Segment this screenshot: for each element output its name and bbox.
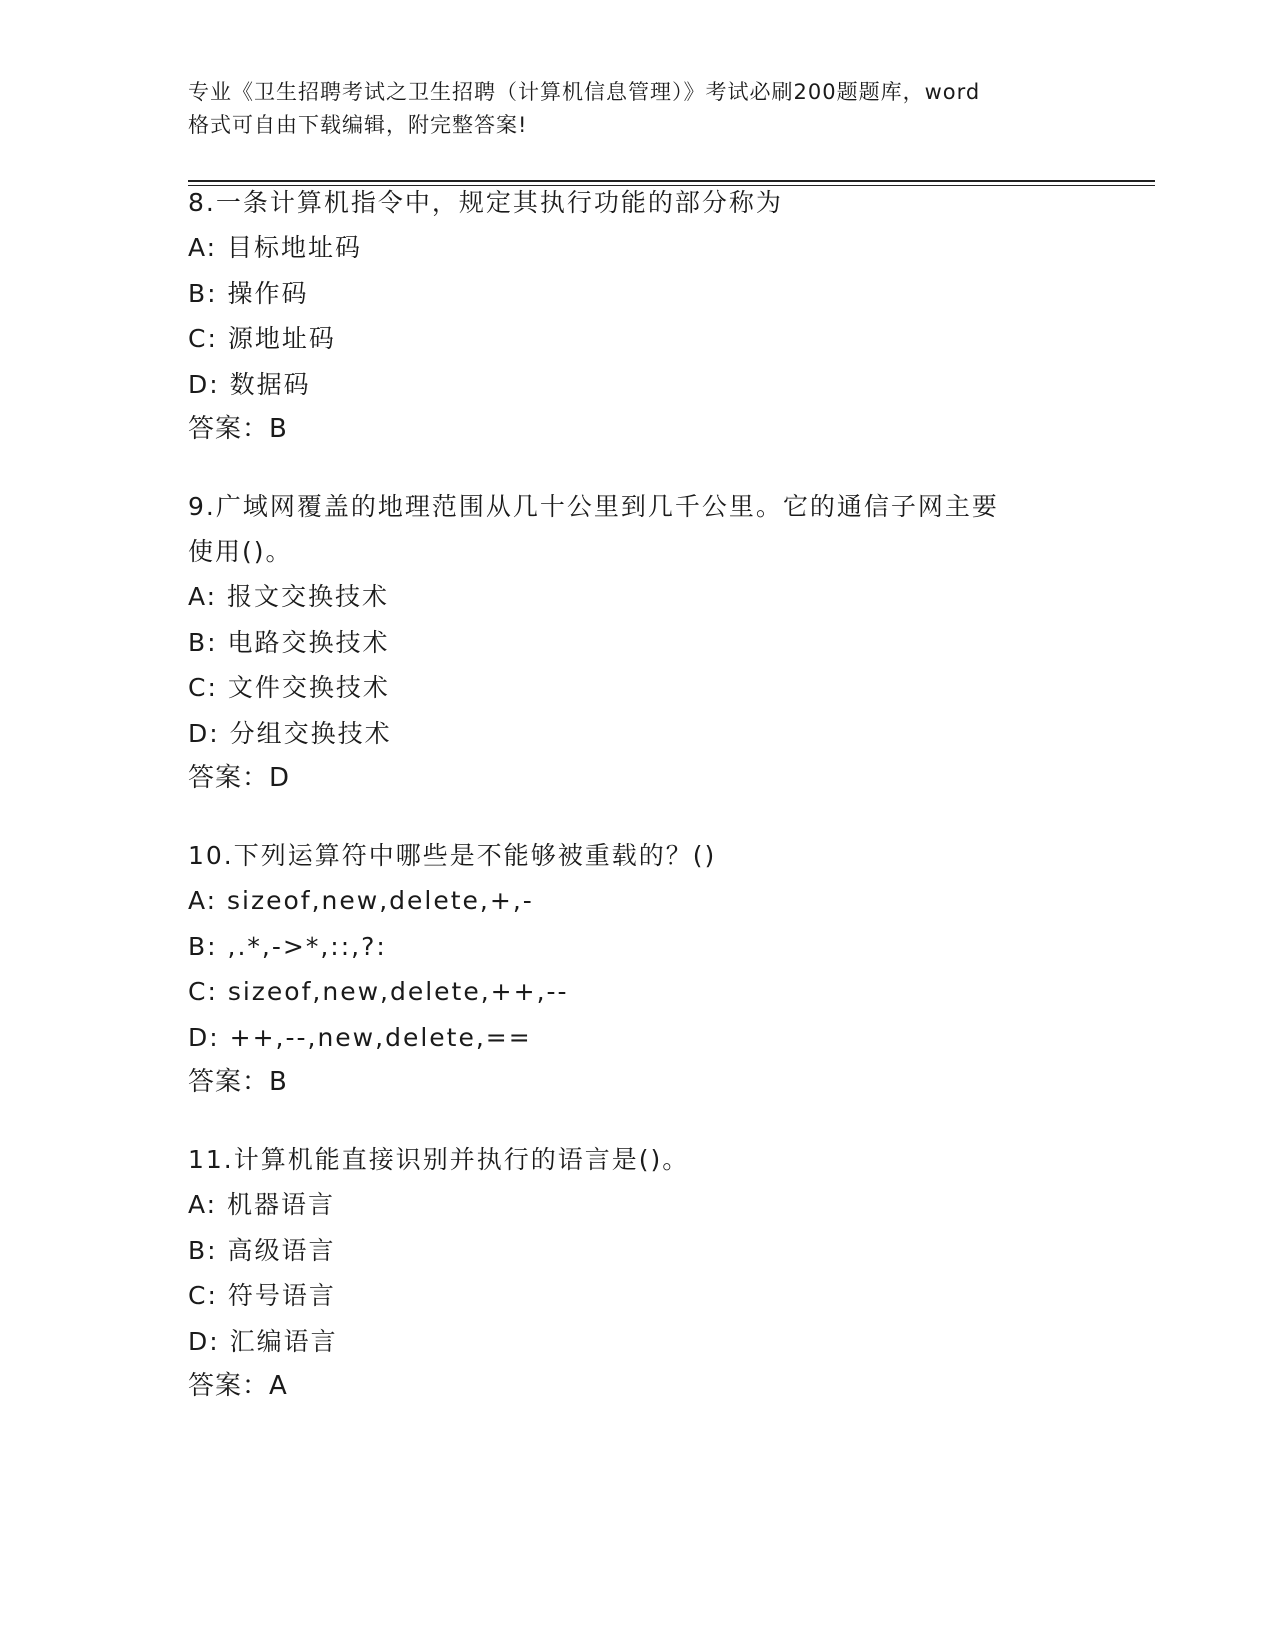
- option-c: C: 符号语言: [188, 1281, 336, 1310]
- question-stem: 9.广域网覆盖的地理范围从几十公里到几千公里。它的通信子网主要: [188, 492, 999, 521]
- option-d: D: 汇编语言: [188, 1326, 338, 1356]
- header-line-2: 格式可自由下载编辑，附完整答案!: [188, 113, 528, 137]
- question-9: [188, 484, 1088, 801]
- answer: 答案：B: [188, 414, 288, 444]
- option-c: C: sizeof,new,delete,++,--: [188, 977, 569, 1006]
- option-d: D: ++,--,new,delete,==: [188, 1022, 532, 1052]
- answer: 答案：B: [188, 1067, 288, 1097]
- document-header: [188, 76, 1088, 142]
- option-c: C: 文件交换技术: [188, 673, 390, 702]
- option-b: B: ,.*,->*,::,?:: [188, 931, 387, 961]
- option-a: A: sizeof,new,delete,+,-: [188, 886, 534, 915]
- option-a: A: 报文交换技术: [188, 582, 390, 611]
- option-b: B: 电路交换技术: [188, 627, 390, 657]
- option-c: C: 源地址码: [188, 324, 336, 353]
- question-stem-continued: 使用()。: [188, 537, 293, 566]
- question-stem: 8.一条计算机指令中，规定其执行功能的部分称为: [188, 188, 783, 217]
- option-b: B: 操作码: [188, 278, 309, 308]
- option-a: A: 机器语言: [188, 1190, 336, 1219]
- option-a: A: 目标地址码: [188, 233, 363, 262]
- question-11: [188, 1137, 1088, 1409]
- header-line-1: 专业《卫生招聘考试之卫生招聘（计算机信息管理）》考试必刷200题题库，word: [188, 80, 981, 104]
- question-10: [188, 833, 1088, 1105]
- answer: 答案：D: [188, 763, 291, 793]
- question-8: [188, 180, 1088, 452]
- option-b: B: 高级语言: [188, 1235, 336, 1265]
- question-stem: 11.计算机能直接识别并执行的语言是()。: [188, 1145, 690, 1174]
- answer: 答案：A: [188, 1371, 288, 1401]
- question-stem: 10.下列运算符中哪些是不能够被重载的？(): [188, 841, 717, 870]
- option-d: D: 数据码: [188, 369, 311, 399]
- option-d: D: 分组交换技术: [188, 718, 392, 748]
